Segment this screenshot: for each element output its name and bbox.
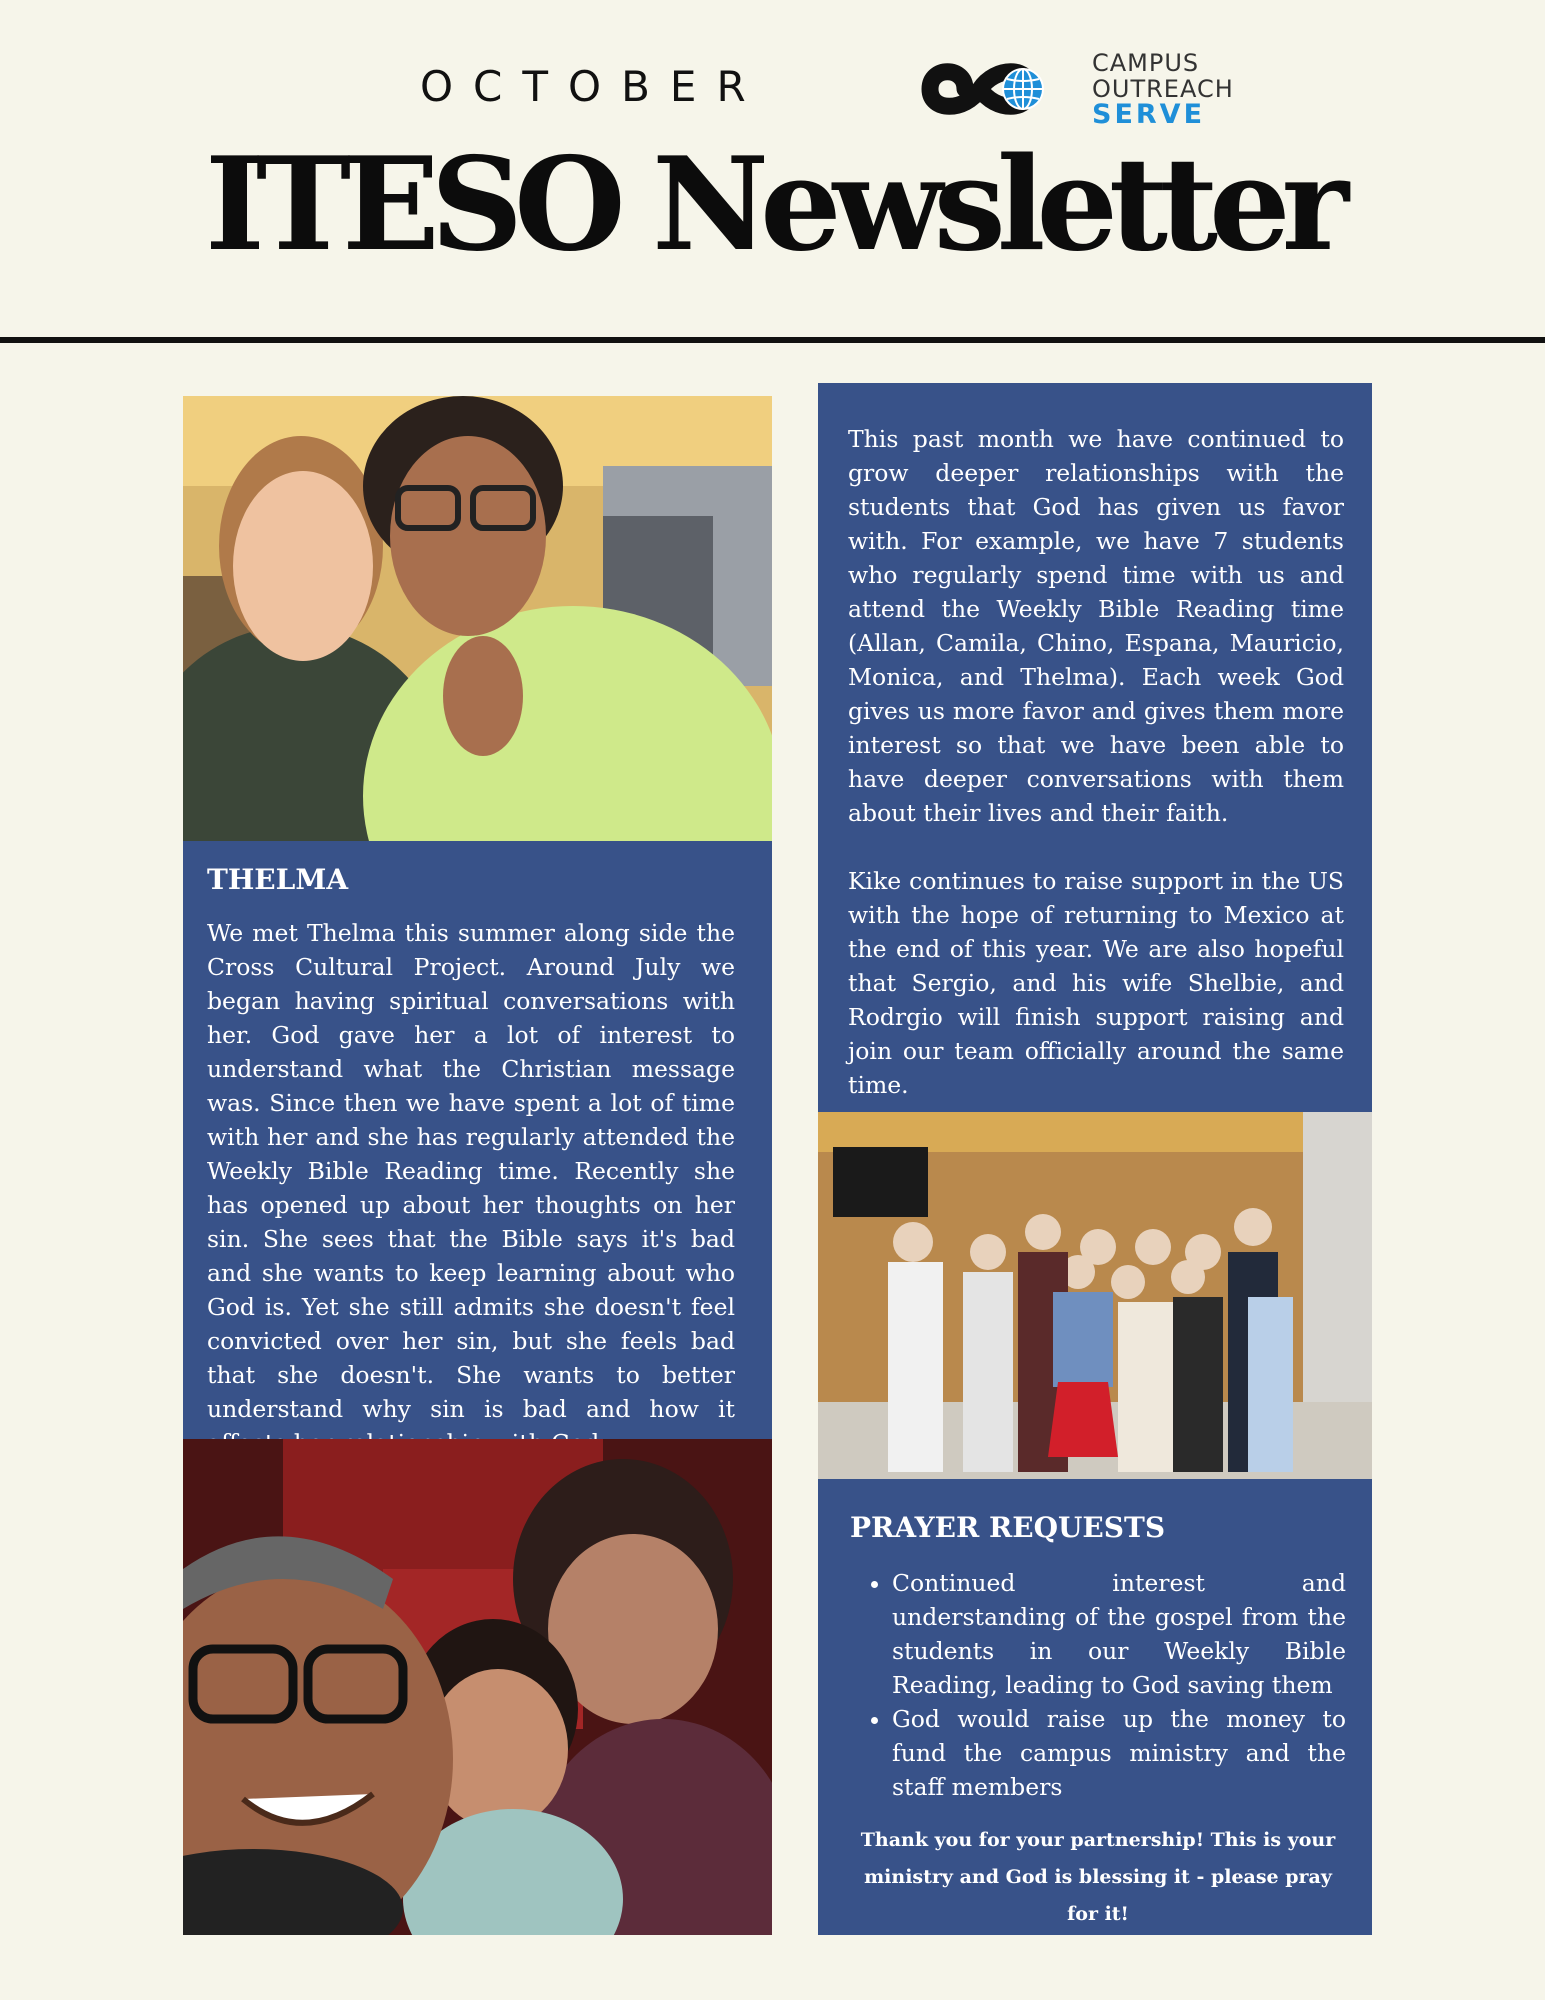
newsletter-title: ITESO Newsletter	[204, 130, 1341, 280]
update-paragraph-1: This past month we have continued to grow deeper relationships with the students that God has given us favor with. For example, we have 7 students who regularly spend time with us and attend the Weekly Bible Reading time (Allan, Camila, Chino, Espana, Mauricio, Monica, and Thelma). Each week God gives us more favor and gives them more interest so that we have been able to have deeper conversations with them about their lives and their faith.	[848, 425, 1344, 827]
thelma-body: We met Thelma this summer along side the Cross Cultural Project. Around July we began having spiritual conversations with her. God gave her a lot of interest to understand what the Christian message was. Since then we have spent a lot of time with her and she has regularly attended the Weekly Bible Reading time. Recently she has opened up about her thoughts on her sin. She sees that the Bible says it's bad and she wants to keep learning about who God is. Yet she still admits she doesn't feel convicted over her sin, but she feels bad that she doesn't. She wants to better understand why sin is bad and how it	[207, 919, 735, 1423]
thelma-heading: THELMA	[207, 863, 349, 896]
campus-outreach-logo	[920, 48, 1250, 130]
thank-you-note	[850, 1822, 1346, 1933]
prayer-requests-panel	[818, 1479, 1372, 1935]
prayer-item: • God would raise up the money to fund the campus ministry and the staff members	[892, 1702, 1346, 1804]
thelma-panel	[183, 841, 772, 1439]
thank-you-line-1: Thank you for your partnership! This is your	[860, 1829, 1336, 1851]
prayer-heading: PRAYER REQUESTS	[850, 1511, 1166, 1544]
logo-line-outreach: OUTREACH	[1092, 75, 1234, 103]
monthly-update-panel	[818, 383, 1372, 1112]
thank-you-line-2: ministry and God is blessing it - please pray for it!	[864, 1866, 1332, 1925]
logo-line-campus: CAMPUS	[1092, 49, 1200, 77]
photo-thelma-selfie	[183, 396, 772, 841]
prayer-item: • Continued interest and understanding of the gospel from the students in our Weekly Bible Reading, leading to God saving them	[892, 1566, 1346, 1702]
header-divider	[0, 337, 1545, 343]
photo-friends-selfie	[183, 1439, 772, 1935]
month-label: OCTOBER	[420, 62, 766, 111]
infinity-globe-icon	[920, 48, 1080, 130]
prayer-list	[850, 1566, 1346, 1804]
photo-group	[818, 1112, 1372, 1479]
logo-line-serve: SERVE	[1092, 99, 1206, 130]
update-paragraph-2: Kike continues to raise support in the US with the hope of returning to Mexico at the end of this year. We are also hopeful that Sergio, and his wife Shelbie, and Rodrgio will finish support raising and join our team officially around the same time.	[848, 867, 1344, 1099]
